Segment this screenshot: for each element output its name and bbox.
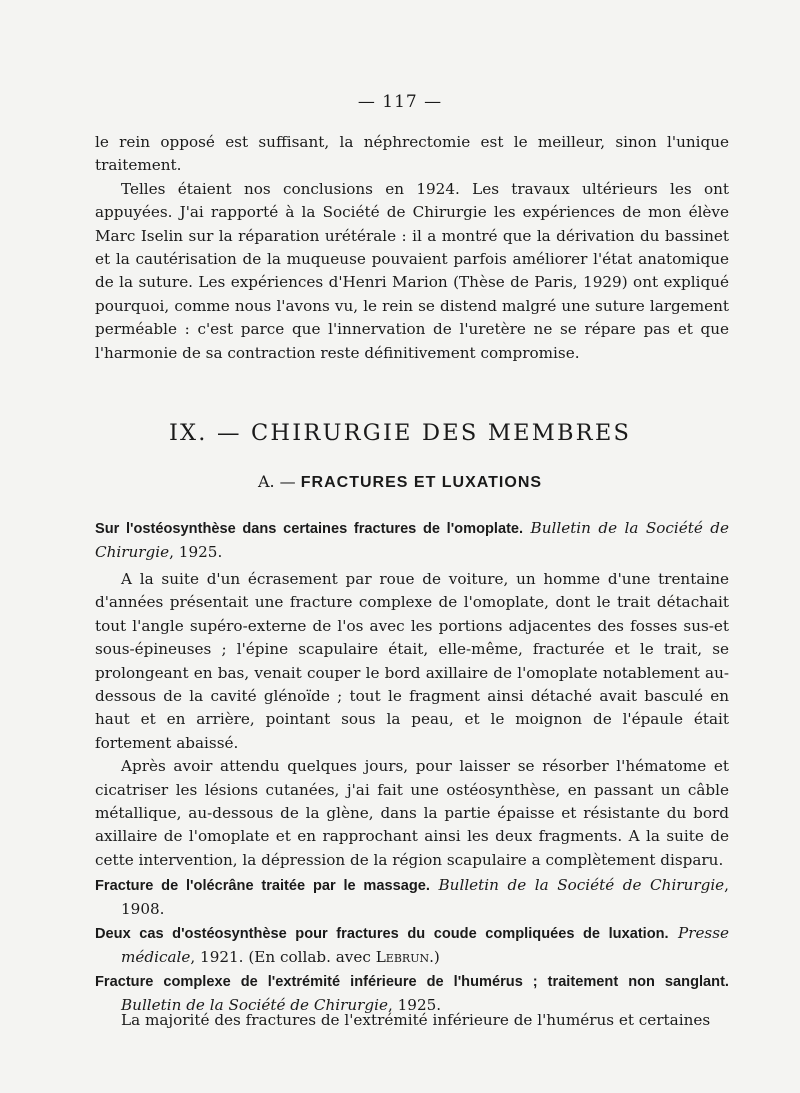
- page-number: — 117 —: [357, 92, 443, 112]
- omoplate-paragraph-2: Après avoir attendu quelques jours, pour laisser se résorber l'hématome et cicatriser les lésions cutanées, j'ai fait une ostéosynthèse, en passant un câble métallique, au-dessous de la glène, dans la partie épaisse et résistante du bord axillaire de l'omoplate et en rapprochant ainsi les deux fragments. A la suite de cette intervention, la dépression de la région scapulaire a complètement disparu.: [95, 757, 729, 869]
- omoplate-ref-year: , 1925.: [169, 543, 223, 562]
- intro-paragraph-2: Telles étaient nos conclusions en 1924. Les travaux ultérieurs les ont appuyées. J'ai rapporté à la Société de Chirurgie les expériences de mon élève Marc Iselin sur la réparation urétérale : il a montré que la dérivation du bassinet et la cautérisation de la muqueuse pouvaient parfois améliorer l'état anatomique de la suture. Les expériences d'Henri Marion (Thèse de Paris, 1929) ont expliqué pourquoi, comme nous l'avons vu, le rein se distend malgré une suture largement perméable : c'est parce que l'innervation de l'uretère ne se répare pas et que l'harmonie de sa contraction reste définitivement compromise.: [95, 179, 729, 362]
- final-line: La majorité des fractures de l'extrémité inférieure de l'humérus et certaines: [121, 1011, 711, 1029]
- omoplate-reference: [95, 517, 729, 565]
- reference-year: , 1921. (En collab. avec: [190, 948, 376, 967]
- section-title: IX. — CHIRURGIE DES MEMBRES: [168, 420, 632, 446]
- reference-title: Deux cas d'ostéosynthèse pour fractures du coude compliquées de luxation.: [95, 925, 669, 942]
- intro-paragraph-1: le rein opposé est suffisant, la néphrectomie est le meilleur, sinon l'unique traitement.: [95, 133, 729, 175]
- reference-item: [95, 922, 729, 970]
- reference-source: Presse médicale: [121, 923, 730, 967]
- final-paragraph: [95, 1009, 729, 1032]
- reference-year: , 1925.: [387, 996, 442, 1015]
- omoplate-body: [95, 568, 729, 872]
- omoplate-ref-title: Sur l'ostéosynthèse dans certaines fractures de l'omoplate.: [95, 521, 524, 537]
- subsection-title: [0, 472, 800, 492]
- subsection-letter: A. —: [257, 472, 296, 491]
- reference-year: , 1908.: [121, 876, 729, 919]
- reference-tail: .): [429, 948, 440, 967]
- reference-list: [95, 874, 729, 1017]
- intro-text: [95, 131, 729, 365]
- reference-title: Fracture de l'olécrâne traitée par le massage.: [95, 878, 430, 894]
- reference-collaborator: Lebrun: [375, 948, 430, 967]
- reference-source: Bulletin de la Société de Chirurgie: [438, 876, 725, 894]
- reference-source: Bulletin de la Société de Chirurgie: [121, 996, 388, 1015]
- subsection-words: FRACTURES ET LUXATIONS: [300, 474, 543, 491]
- omoplate-ref-source: Bulletin de la Société de Chirurgie: [95, 519, 729, 562]
- reference-title: Fracture complexe de l'extrémité inférieure de l'humérus ; traitement non sanglant.: [95, 973, 729, 990]
- omoplate-paragraph-1: A la suite d'un écrasement par roue de voiture, un homme d'une trentaine d'années présentait une fracture complexe de l'omoplate, dont le trait détachait tout l'angle supéro-externe de l'os avec les portions adjacentes des fosses sus-et sous-épineuses ; l'épine scapulaire était, elle-même, fracturée et le trait, se prolongeant en bas, venait couper le bord axillaire de l'omoplate notablement au-dessous de la cavité glénoïde ; tout le fragment ainsi détaché avait basculé en haut et en arrière, pointant sous la peau, et le moignon de l'épaule était fortement abaissé.: [95, 570, 729, 752]
- reference-item: [95, 874, 729, 922]
